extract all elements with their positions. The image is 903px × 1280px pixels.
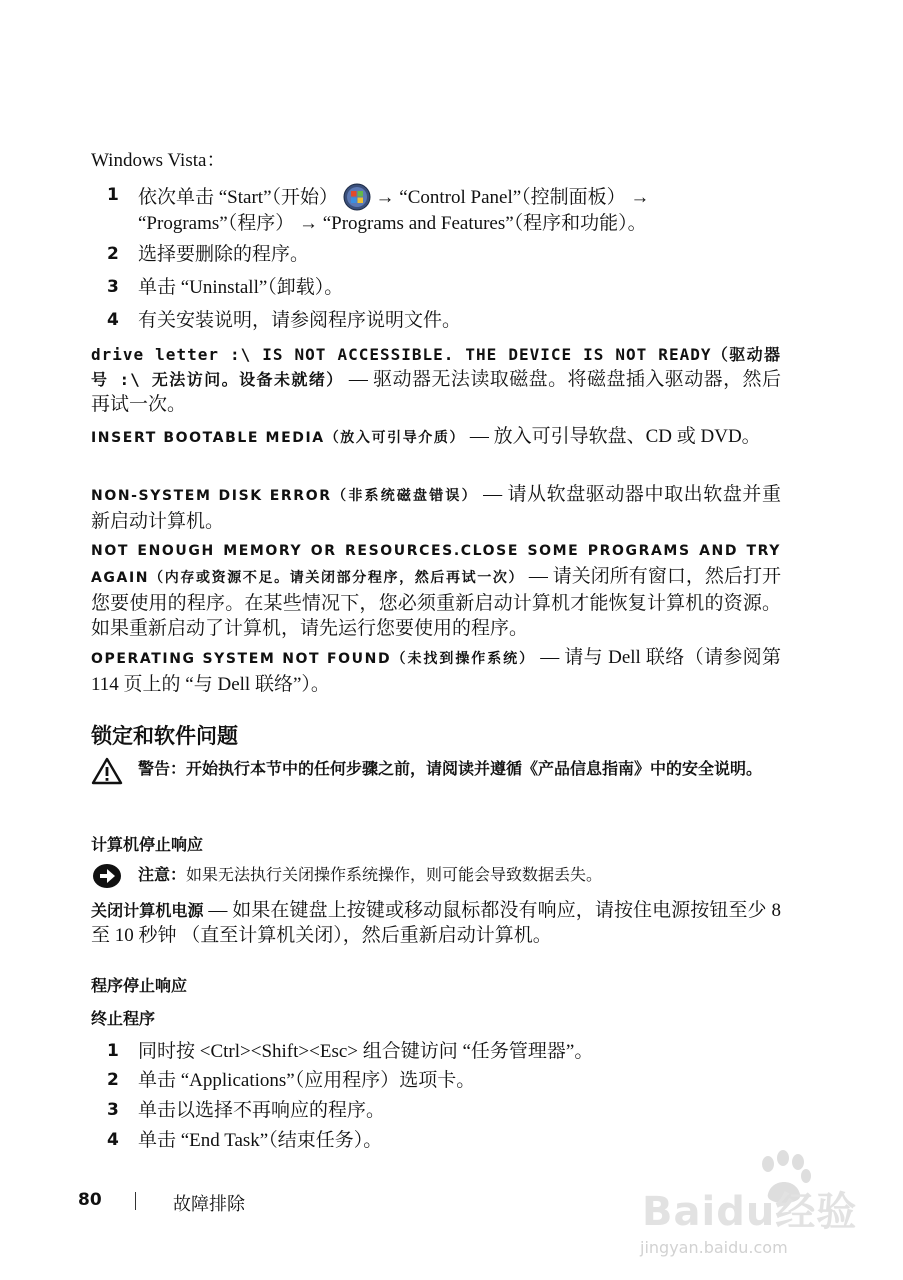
warning-icon bbox=[91, 757, 123, 792]
error-description: 请从软盘驱动器中取出软盘并重新启动计算机。 bbox=[91, 484, 781, 532]
vista-step-2 bbox=[91, 242, 781, 267]
section-title: 锁定和软件问题 bbox=[91, 724, 238, 748]
error-heading: NON-SYSTEM DISK ERROR（非系统磁盘错误） bbox=[91, 488, 478, 504]
step-number: 2 bbox=[107, 244, 119, 264]
step-number: 4 bbox=[107, 310, 119, 330]
error-heading: INSERT BOOTABLE MEDIA（放入可引导介质） bbox=[91, 430, 466, 446]
vista-step-4 bbox=[91, 308, 781, 333]
step-text: 选择要删除的程序。 bbox=[138, 244, 310, 265]
error-heading: drive letter :\ IS NOT ACCESSIBLE. THE DEVICE IS NOT READY（驱动器号 :\ 无法访问。设备未就绪） bbox=[91, 345, 781, 389]
em-dash: — bbox=[477, 484, 508, 505]
subsection-title-end-program: 终止程序 bbox=[91, 1009, 156, 1028]
step-text: 单击以选择不再响应的程序。 bbox=[138, 1100, 386, 1121]
windows-start-icon bbox=[343, 183, 371, 211]
step-number: 3 bbox=[107, 1100, 119, 1120]
error-item-non-system-disk bbox=[91, 482, 781, 534]
step-number: 4 bbox=[107, 1130, 119, 1150]
error-item-insert-bootable-media bbox=[91, 424, 781, 451]
step-text: 单击 “Applications”（应用程序）选项卡。 bbox=[138, 1070, 476, 1091]
footer-divider bbox=[135, 1192, 136, 1210]
em-dash: — bbox=[343, 369, 374, 390]
power-off-heading: 关闭计算机电源 bbox=[91, 901, 204, 920]
step-number: 2 bbox=[107, 1070, 119, 1090]
step-text: 依次单击 “Start”（开始） bbox=[138, 187, 339, 208]
watermark-url: jingyan.baidu.com bbox=[640, 1238, 788, 1257]
step-number: 1 bbox=[107, 185, 119, 205]
warning-text: 开始执行本节中的任何步骤之前，请阅读并遵循《产品信息指南》中的安全说明。 bbox=[186, 759, 763, 778]
warning-block bbox=[91, 757, 781, 781]
notice-block bbox=[91, 863, 781, 887]
step-text: 同时按 <Ctrl><Shift><Esc> 组合键访问 “任务管理器”。 bbox=[138, 1041, 594, 1062]
notice-arrow-icon bbox=[92, 863, 122, 896]
baidu-watermark bbox=[640, 1148, 870, 1268]
em-dash: — bbox=[535, 647, 565, 668]
error-description: 请关闭所有窗口，然后打开您要使用的程序。在某些情况下，您必须重新启动计算机才能恢复计算机的资源。如果重新启动了计算机，请先运行您要使用的程序。 bbox=[91, 566, 781, 639]
step-number: 3 bbox=[107, 277, 119, 297]
subsection-title-computer-not-responding: 计算机停止响应 bbox=[91, 835, 204, 854]
error-heading: OPERATING SYSTEM NOT FOUND（未找到操作系统） bbox=[91, 651, 536, 667]
step-text: 单击 “End Task”（结束任务）。 bbox=[138, 1130, 383, 1151]
warning-label: 警告： bbox=[138, 759, 187, 778]
em-dash: — bbox=[524, 566, 553, 587]
subsection-title-program-not-responding: 程序停止响应 bbox=[91, 976, 188, 995]
end-step-1 bbox=[91, 1039, 781, 1064]
error-item-drive-not-accessible bbox=[91, 342, 781, 417]
vista-step-3 bbox=[91, 275, 781, 300]
error-description: 放入可引导软盘、CD 或 DVD。 bbox=[493, 426, 761, 447]
error-description: 请与 Dell 联络（请参阅第 114 页上的 “与 Dell 联络”）。 bbox=[91, 647, 782, 695]
power-off-item bbox=[91, 898, 781, 948]
power-off-description: 如果在键盘上按键或移动鼠标都没有响应，请按住电源按钮至少 8 至 10 秒钟 （直至计算机关闭），然后重新启动计算机。 bbox=[91, 900, 781, 946]
footer-chapter-title: 故障排除 bbox=[173, 1194, 245, 1214]
notice-label: 注意： bbox=[138, 865, 187, 884]
step-text: 有关安装说明，请参阅程序说明文件。 bbox=[138, 310, 462, 331]
error-heading: NOT ENOUGH MEMORY OR RESOURCES.CLOSE SOME PROGRAMS AND TRY AGAIN（内存或资源不足。请关闭部分程序，然后再试一次） bbox=[91, 543, 781, 586]
em-dash: — bbox=[465, 426, 494, 447]
step-number: 1 bbox=[107, 1041, 119, 1061]
step-text: → “Control Panel”（控制面板） → bbox=[375, 187, 650, 208]
end-step-3 bbox=[91, 1098, 781, 1123]
error-description: 驱动器无法读取磁盘。将磁盘插入驱动器，然后再试一次。 bbox=[91, 369, 781, 415]
em-dash: — bbox=[203, 900, 233, 921]
end-step-2 bbox=[91, 1068, 781, 1093]
watermark-brand: Baidu经验 bbox=[642, 1189, 858, 1235]
step-text: 单击 “Uninstall”（卸载）。 bbox=[138, 277, 344, 298]
error-item-not-enough-memory bbox=[91, 537, 781, 641]
page-number: 80 bbox=[78, 1190, 102, 1210]
vista-intro: Windows Vista： bbox=[91, 150, 226, 171]
vista-step-1 bbox=[91, 183, 781, 236]
error-item-os-not-found bbox=[91, 645, 781, 697]
step-text: “Programs”（程序） → “Programs and Features”（程序和功能）。 bbox=[138, 213, 647, 234]
notice-text: 如果无法执行关闭操作系统操作，则可能会导致数据丢失。 bbox=[186, 865, 603, 884]
